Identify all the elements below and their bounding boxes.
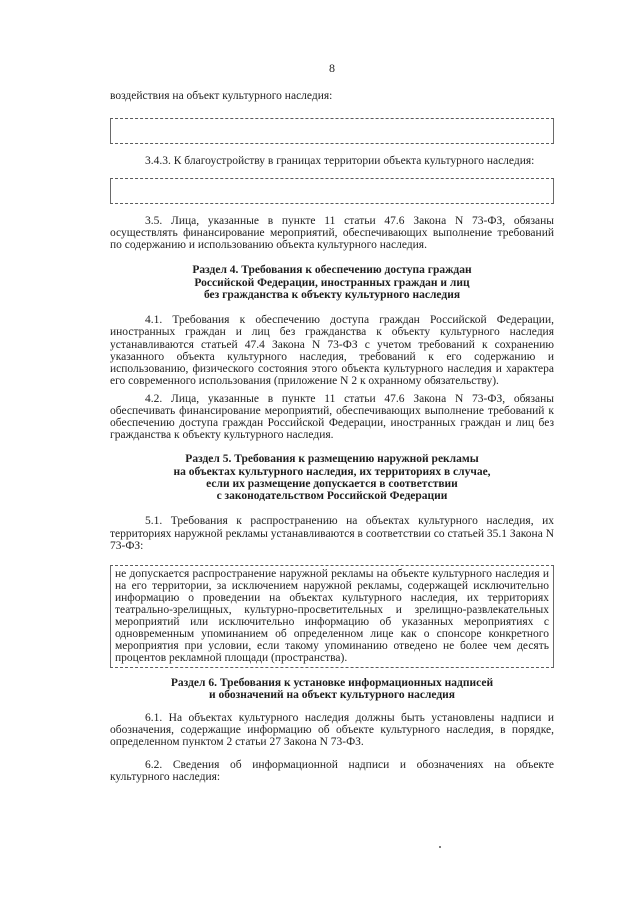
section-6-heading-line: и обозначений на объект культурного наследия	[208, 688, 456, 701]
section-6-heading	[110, 677, 554, 702]
paragraph-3-5: 3.5. Лица, указанные в пункте 11 статьи 47.6 Закона N 73-ФЗ, обязаны осуществлять финансирование мероприятий, обеспечивающих выполнение требований по содержанию и использованию объекта культурного наследия.	[110, 215, 554, 252]
paragraph-3-4-3: 3.4.3. К благоустройству в границах территории объекта культурного наследия:	[145, 155, 535, 168]
paragraph-5-1: 5.1. Требования к распространению на объектах культурного наследия, их территориях наружной рекламы устанавливаются в соответствии со статьей 35.1 Закона N 73-ФЗ:	[110, 515, 554, 552]
section-5-heading-line: с законодательством Российской Федерации	[216, 490, 448, 503]
section-4-heading-line: без гражданства к объекту культурного наследия	[203, 289, 461, 302]
page-content	[110, 0, 554, 784]
section-4-heading	[110, 264, 554, 301]
impact-requirements-field[interactable]	[110, 118, 554, 144]
section-5-heading-line: если их размещение допускается в соответствии	[206, 477, 458, 490]
page-number: 8	[329, 61, 335, 75]
section-5-heading-line: Раздел 5. Требования к размещению наружной рекламы	[185, 453, 479, 466]
section-5-heading	[110, 453, 554, 502]
continuation-paragraph: воздействия на объект культурного наследия:	[110, 90, 333, 102]
section-4-heading-line: Раздел 4. Требования к обеспечению доступа граждан	[192, 264, 472, 277]
section-5-heading-line: на объектах культурного наследия, их территориях в случае,	[173, 465, 491, 478]
paragraph-4-2: 4.2. Лица, указанные в пункте 11 статьи 47.6 Закона N 73-ФЗ, обязаны обеспечивать финансирование мероприятий, обеспечивающих выполнение требований к обеспечению доступа граждан Российской Федерации, иностранных граждан и лиц без гражданства к объекту культурного наследия.	[110, 392, 554, 442]
landscaping-requirements-field[interactable]	[110, 178, 554, 204]
advertising-requirements-box: не допускается распространение наружной рекламы на объекте культурного наследия и на его территории, за исключением наружной рекламы, содержащей исключительно информацию о проведении на объектах культурного наследия, их территориях театрально-зрелищных, культурно-просветительных и зрелищно-развлекательных мероприятий или исключительно информацию об указанных мероприятиях с одновременным упоминанием об определенном лице как о спонсоре конкретного мероприятия при условии, если такому упоминанию отведено не более чем десять процентов рекламной площади (пространства).	[110, 565, 554, 668]
section-4-heading-line: Российской Федерации, иностранных граждан и лиц	[194, 276, 470, 289]
paragraph-6-1: 6.1. На объектах культурного наследия должны быть установлены надписи и обозначения, содержащие информацию об объекте культурного наследия, в порядке, определенном пунктом 2 статьи 27 Закона N 73-ФЗ.	[110, 712, 554, 749]
paragraph-4-1: 4.1. Требования к обеспечению доступа граждан Российской Федерации, иностранных граждан и лиц без гражданства к объекту культурного наследия устанавливаются статьей 47.4 Закона N 73-ФЗ с учетом требований к сохранению указанного объекта культурного наследия, требований к его содержанию и использованию, физического состояния этого объекта культурного наследия и характера его современного использования (приложение N 2 к охранному обязательству).	[110, 314, 554, 387]
paragraph-6-2: 6.2. Сведения об информационной надписи и обозначениях на объекте культурного наследия:	[110, 759, 554, 784]
section-6-heading-line: Раздел 6. Требования к установке информационных надписей	[170, 676, 494, 689]
scan-artifact-dot	[439, 846, 441, 848]
